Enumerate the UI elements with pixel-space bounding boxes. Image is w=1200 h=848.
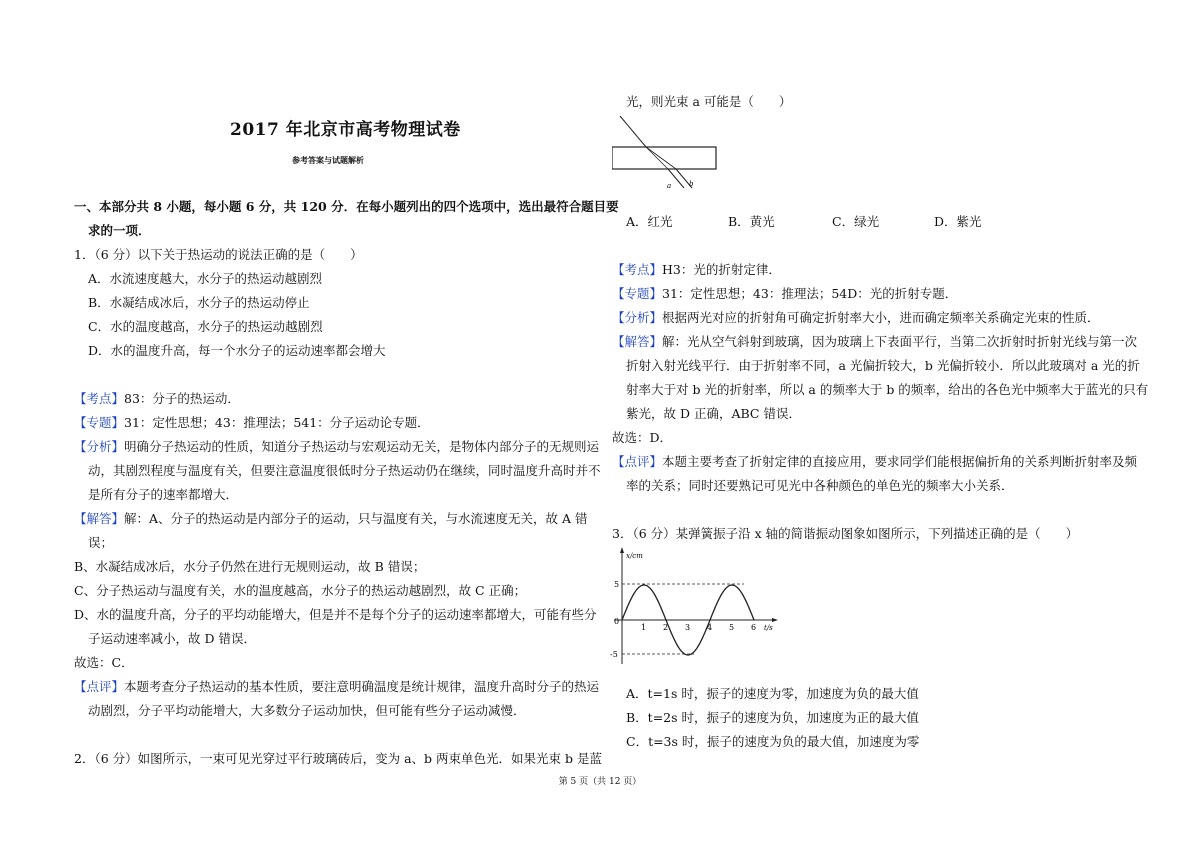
zhuanti-tag: 【专题】 (612, 286, 663, 301)
q2-option-d: D．紫光 (934, 214, 982, 229)
jieda-tag: 【解答】 (74, 511, 125, 526)
q1-kaodian-text: 83：分子的热运动． (124, 391, 240, 406)
q2-fenxi-text: 根据两光对应的折射角可确定折射率大小，进而确定频率关系确定光束的性质． (662, 310, 1100, 325)
x-axis-label: t/s (764, 624, 773, 632)
q1-jieda-b: B、水凝结成冰后，水分子仍然在进行无规则运动，故 B 错误； (74, 559, 426, 574)
q1-fenxi (74, 439, 599, 455)
q2-zhuanti-text: 31：定性思想；43：推理法；54D：光的折射专题． (662, 286, 958, 301)
x-tick-4: 4 (707, 623, 713, 632)
q2-jieda-line1: 解：光从空气斜射到玻璃，因为玻璃上下表面平行，当第二次折射时折射光线与第一次 (662, 334, 1138, 349)
x-tick-3: 3 (685, 623, 691, 632)
q2-option-b: B．黄光 (728, 214, 775, 229)
q2-fenxi (612, 310, 1100, 326)
fenxi-tag: 【分析】 (74, 439, 125, 454)
x-tick-2: 2 (663, 623, 669, 632)
q1-jieda-line2: 误； (88, 535, 114, 550)
q1-jieda-c: C、分子热运动与温度有关，水的温度越高，水分子的热运动越剧烈，故 C 正确； (74, 583, 527, 598)
q1-option-c: C．水的温度越高，水分子的热运动越剧烈 (88, 319, 323, 334)
q3-option-a: A．t=1s 时，振子的速度为零，加速度为负的最大值 (626, 686, 919, 701)
q1-kaodian (74, 391, 240, 407)
incident-ray (620, 116, 646, 147)
y-axis-arrow (620, 547, 624, 553)
refracted-ray-b (646, 147, 676, 169)
oscillation-graph (604, 546, 784, 666)
q1-answer: 故选：C． (74, 655, 134, 670)
q1-fenxi-line1: 明确分子热运动的性质，知道分子热运动与宏观运动无关，是物体内部分子的无规则运 (124, 439, 600, 454)
origin-label: 0 (614, 617, 620, 626)
y-tick-neg5: -5 (610, 650, 618, 659)
q2-jieda-line3: 射率大于对 b 光的折射率，所以 a 的频率大于 b 的频率，给出的各色光中频率大于蓝光的只有 (626, 382, 1149, 397)
x-axis-arrow (772, 618, 778, 622)
q1-dianping (74, 679, 599, 695)
fenxi-tag: 【分析】 (612, 310, 663, 325)
page-footer: 第 5 页（共 12 页） (558, 777, 642, 787)
q2-dianping-line2: 率的关系；同时还要熟记可见光中各种颜色的单色光的频率大小关系． (626, 478, 1014, 493)
label-a: a (667, 182, 672, 190)
q2-jieda-line4: 紫光，故 D 正确，ABC 错误． (626, 406, 801, 421)
q2-stem-line1: 2．（6 分）如图所示，一束可见光穿过平行玻璃砖后，变为 a、b 两束单色光．如果光束 b 是蓝 (74, 751, 602, 766)
q2-stem-line2: 光，则光束 a 可能是（ ） (626, 94, 792, 109)
q2-dianping-line1: 本题主要考查了折射定律的直接应用，要求同学们能根据偏折角的关系判断折射率及频 (662, 454, 1138, 469)
q1-option-b: B．水凝结成冰后，水分子的热运动停止 (88, 295, 310, 310)
q1-stem: 1．（6 分）以下关于热运动的说法正确的是（ ） (74, 247, 363, 262)
refracted-ray-a (646, 147, 668, 169)
glass-slab-figure (612, 112, 732, 192)
x-tick-6: 6 (751, 623, 757, 632)
q1-option-d: D．水的温度升高，每一个水分子的运动速率都会增大 (88, 343, 386, 358)
dianping-tag: 【点评】 (612, 454, 663, 469)
q1-fenxi-line2: 动，其剧烈程度与温度有关，但要注意温度很低时分子热运动仍在继续，同时温度升高时并不 (88, 463, 601, 478)
x-tick-5: 5 (729, 623, 735, 632)
q3-option-c: C．t=3s 时，振子的速度为负的最大值，加速度为零 (626, 734, 920, 749)
q2-kaodian (612, 262, 781, 278)
q1-dianping-line1: 本题考查分子热运动的基本性质，要注意明确温度是统计规律，温度升高时分子的热运 (124, 679, 600, 694)
dianping-tag: 【点评】 (74, 679, 125, 694)
q1-option-a: A．水流速度越大，水分子的热运动越剧烈 (88, 271, 323, 286)
y-axis-label: x/cm (626, 552, 643, 560)
q2-kaodian-text: H3：光的折射定律． (662, 262, 781, 277)
q2-option-c: C．绿光 (832, 214, 880, 229)
kaodian-tag: 【考点】 (612, 262, 663, 277)
q2-option-a: A．红光 (626, 214, 673, 229)
page-subtitle: 参考答案与试题解析 (292, 155, 364, 165)
zhuanti-tag: 【专题】 (74, 415, 125, 430)
q1-jieda (74, 511, 588, 527)
q2-jieda-line2: 折射入射光线平行．由于折射率不同，a 光偏折较大，b 光偏折较小．所以此玻璃对 a 光的折 (626, 358, 1140, 373)
section-heading-line1: 一、本部分共 8 小题，每小题 6 分，共 120 分．在每小题列出的四个选项中，选出最符合题目要 (74, 199, 619, 214)
q3-stem: 3．（6 分）某弹簧振子沿 x 轴的简谐振动图象如图所示，下列描述正确的是（ ） (612, 526, 1079, 541)
label-b: b (689, 180, 694, 188)
q2-dianping (612, 454, 1137, 470)
y-tick-5: 5 (614, 580, 620, 589)
q1-jieda-line1: 解：A、分子的热运动是内部分子的运动，只与温度有关，与水流速度无关，故 A 错 (124, 511, 588, 526)
glass-slab (612, 147, 716, 169)
kaodian-tag: 【考点】 (74, 391, 125, 406)
q1-zhuanti-text: 31：定性思想；43：推理法；541：分子运动论专题． (124, 415, 430, 430)
jieda-tag: 【解答】 (612, 334, 663, 349)
q1-fenxi-line3: 是所有分子的速率都增大． (88, 487, 239, 502)
q2-jieda (612, 334, 1137, 350)
q1-jieda-d2: 子运动速率减小，故 D 错误． (88, 631, 256, 646)
x-tick-1: 1 (641, 623, 647, 632)
page-title: 2017 年北京市高考物理试卷 (230, 120, 461, 140)
q2-answer: 故选：D． (612, 430, 673, 445)
section-heading-line2: 求的一项． (88, 223, 151, 238)
q2-zhuanti (612, 286, 957, 302)
q1-jieda-d: D、水的温度升高，分子的平均动能增大，但是并不是每个分子的运动速率都增大，可能有些分 (74, 607, 597, 622)
q3-option-b: B．t=2s 时，振子的速度为负，加速度为正的最大值 (626, 710, 920, 725)
q1-zhuanti (74, 415, 430, 431)
q1-dianping-line2: 动剧烈，分子平均动能增大，大多数分子运动加快，但可能有些分子运动减慢． (88, 703, 526, 718)
